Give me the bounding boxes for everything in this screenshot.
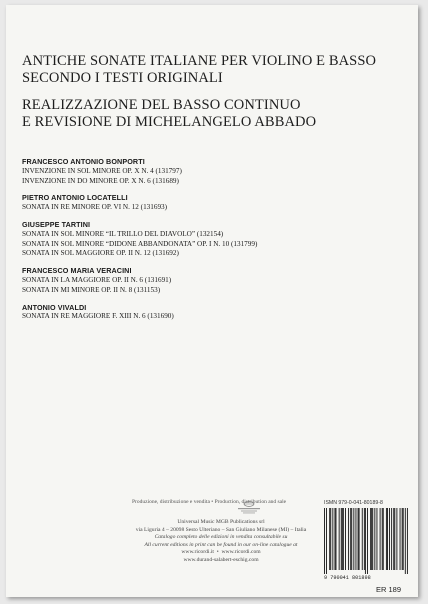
publisher-address: via Liguria 4 – 20098 Sesto Ulteriano – San Giuliano Milanese (MI) – Italia (135, 526, 307, 533)
work-item: INVENZIONE IN SOL MINORE OP. X N. 4 (131797) (22, 166, 182, 175)
distribution-credit-text: Produzione, distribuzione e vendita • Production, distribution and sale (132, 499, 287, 505)
barcode-bar (407, 508, 408, 574)
composer-block (22, 157, 412, 186)
editor-credit (22, 97, 412, 131)
barcode-bar (383, 508, 384, 570)
barcode-bar (403, 508, 404, 570)
composer-block (22, 220, 412, 259)
composer-name: PIETRO ANTONIO LOCATELLI (22, 193, 128, 203)
catalogue-note-it: Catalogo completo delle edizioni in vendita consultabile su (154, 534, 288, 541)
barcode-bar (370, 508, 371, 570)
publisher-name: Universal Music MGB Publications srl (177, 519, 265, 525)
series-title-line-2: SECONDO I TESTI ORIGINALI (22, 70, 223, 86)
work-item: SONATA IN RE MINORE OP. VI N. 12 (131693) (22, 203, 168, 212)
barcode-bar (359, 508, 360, 570)
work-item: SONATA IN MI MINORE OP. II N. 8 (131153) (22, 285, 161, 294)
publisher-info (116, 519, 326, 565)
work-item: SONATA IN SOL MAGGIORE OP. II N. 12 (131692) (22, 249, 179, 258)
series-title (22, 53, 412, 87)
barcode-icon (324, 508, 408, 574)
barcode-bar (391, 508, 392, 570)
barcode-bar (380, 508, 381, 570)
barcode-bar (377, 508, 378, 570)
barcode-bar (326, 508, 327, 574)
website-link[interactable]: www.ricordi.com (221, 549, 261, 556)
ismn-number: ISMN 979-0-041-80189-8 (324, 500, 383, 506)
work-item: SONATA IN LA MAGGIORE OP. II N. 6 (131691) (22, 275, 172, 284)
barcode-bar (353, 508, 354, 570)
composer-name: ANTONIO VIVALDI (22, 302, 87, 312)
barcode-bar (332, 508, 333, 570)
editor-credit-line-1: REALIZZAZIONE DEL BASSO CONTINUO (22, 97, 301, 113)
barcode-bar (396, 508, 397, 570)
barcode-bar (365, 508, 366, 574)
series-title-line-1: ANTICHE SONATE ITALIANE PER VIOLINO E BASSO (22, 53, 377, 69)
barcode-bar (351, 508, 352, 570)
catalogue-note-en: All current editions in print can be found in our on-line catalogue at (144, 541, 298, 548)
barcode-bar (350, 508, 351, 570)
barcode-bar (342, 508, 343, 570)
barcode-bar (335, 508, 336, 570)
edition-code: ER 189 (376, 585, 402, 594)
works-list (22, 157, 412, 329)
barcode-bar (367, 508, 368, 574)
work-item: INVENZIONE IN DO MINORE OP. X N. 6 (131689) (22, 176, 179, 185)
barcode-bar (324, 508, 325, 574)
work-item: SONATA IN RE MAGGIORE F. XIII N. 6 (131690) (22, 312, 174, 321)
barcode-bar (374, 508, 375, 570)
barcode-bar (382, 508, 383, 570)
composer-name: FRANCESCO ANTONIO BONPORTI (22, 157, 145, 166)
work-item: SONATA IN SOL MINORE “IL TRILLO DEL DIAVOLO” (132154) (22, 229, 224, 238)
website-links: www.ricordi.it • www.ricordi.com (181, 549, 261, 556)
editor-credit-line-2: E REVISIONE DI MICHELANGELO ABBADO (22, 114, 317, 130)
composer-block (22, 266, 412, 295)
barcode-bar (339, 508, 340, 570)
composer-name: GIUSEPPE TARTINI (22, 219, 91, 229)
barcode-bar (356, 508, 357, 570)
barcode-bar (348, 508, 349, 570)
barcode-bar (371, 508, 372, 570)
barcode-area (324, 500, 412, 581)
work-item: SONATA IN SOL MINORE “DIDONE ABBANDONATA” OP. I N. 10 (131799) (22, 239, 258, 248)
back-cover-page (6, 5, 418, 597)
website-link[interactable]: www.durand-salabert-eschig.com (183, 556, 259, 563)
barcode-bar (387, 508, 388, 570)
barcode-bar (400, 508, 401, 570)
composer-block (22, 303, 412, 323)
barcode-bar (386, 508, 387, 570)
barcode-digits: 9 790041 801898 (324, 575, 371, 581)
composer-block (22, 193, 412, 213)
website-link[interactable]: www.ricordi.it (181, 549, 214, 556)
barcode-bar (364, 508, 365, 570)
barcode-bar (393, 508, 394, 570)
barcode-bar (329, 508, 330, 570)
barcode-bar (330, 508, 331, 570)
barcode-bar (341, 508, 342, 570)
barcode-bar (389, 508, 390, 570)
barcode-bar (394, 508, 395, 570)
barcode-bar (402, 508, 403, 570)
barcode-bar (343, 508, 344, 570)
composer-name: FRANCESCO MARIA VERACINI (22, 266, 132, 276)
barcode-bar (372, 508, 373, 570)
barcode-bar (336, 508, 337, 570)
barcode-bar (345, 508, 346, 570)
universal-music-publishing-logo-icon (235, 500, 263, 516)
barcode-bar (358, 508, 359, 570)
barcode-bar (362, 508, 363, 570)
barcode-bar (405, 508, 406, 574)
